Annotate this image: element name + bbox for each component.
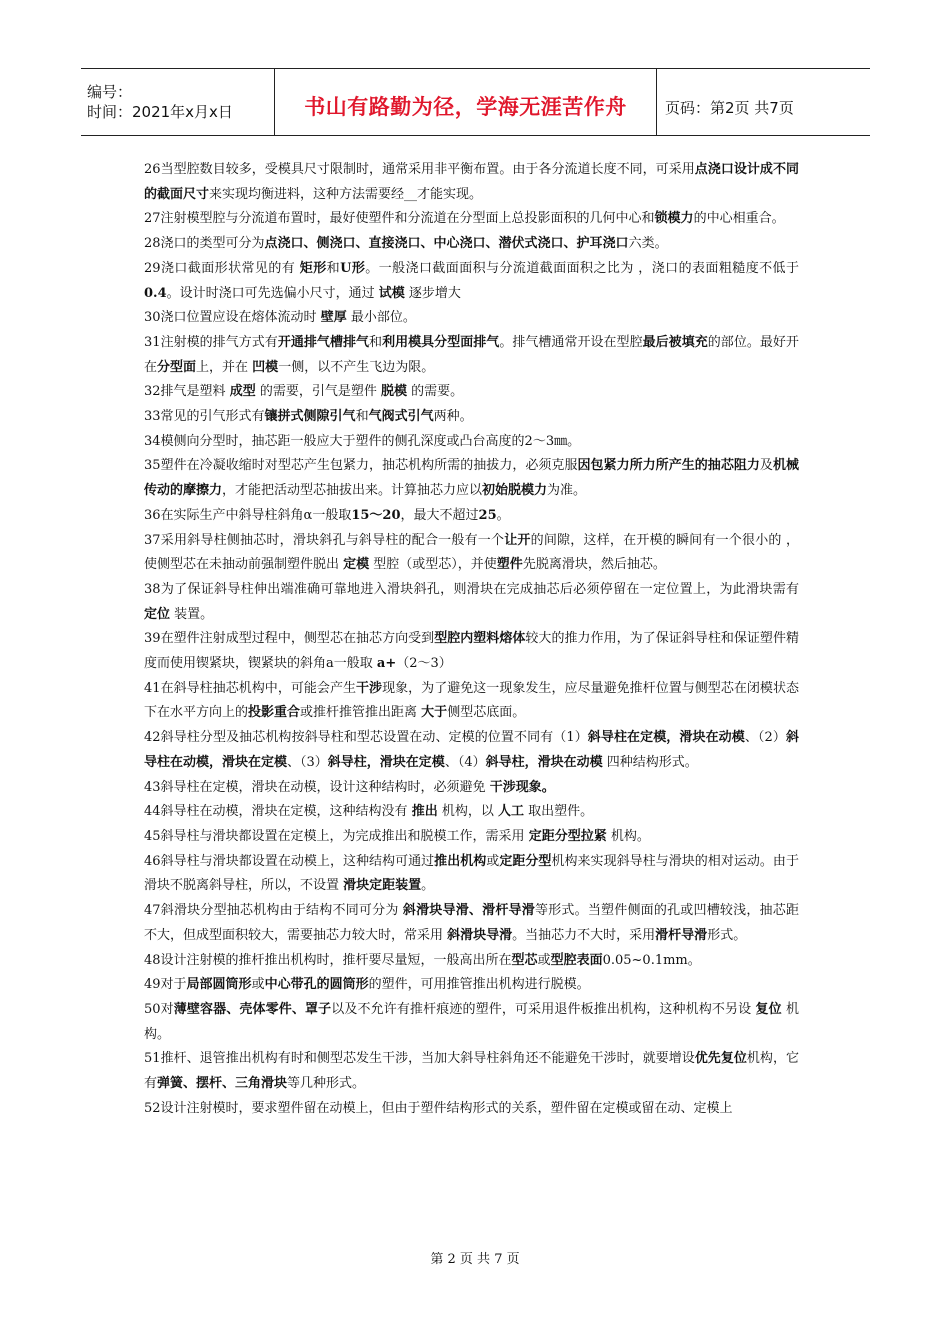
question-text: 34模侧向分型时，抽芯距一般应大于塑件的侧孔深度或凸台高度的2～3㎜。	[144, 433, 581, 449]
question-paragraph	[144, 998, 799, 1047]
question-text: 或	[537, 952, 551, 968]
answer-text: 点浇口、侧浇口、直接浇口、中心浇口、潜伏式浇口、护耳浇口	[264, 236, 629, 252]
question-paragraph	[144, 454, 799, 503]
question-text: 以及不允许有推杆痕迹的塑件，可采用退件板推出机构，这种机构不另设	[331, 1001, 756, 1017]
answer-text: 型腔表面	[550, 952, 603, 968]
answer-text: 初始脱模力	[482, 483, 548, 499]
question-text: 0.05~0.1mm。	[602, 952, 701, 968]
question-text: 上，并在	[196, 359, 253, 375]
question-text: 才能实现。	[417, 186, 483, 202]
question-text: 37采用斜导柱侧抽芯时，滑块斜孔与斜导柱的配合一般有一个	[144, 532, 505, 548]
question-text: 47斜滑块分型抽芯机构由于结构不同可分为	[144, 903, 403, 919]
answer-text: 投影重合	[248, 705, 301, 721]
answer-text: 让开	[504, 532, 531, 548]
question-paragraph	[144, 380, 799, 405]
answer-text: 薄壁容器、壳体零件、罩子	[173, 1001, 332, 1017]
answer-text: 型腔内塑料熔体	[434, 631, 526, 647]
answer-text: 复位	[755, 1001, 782, 1017]
question-text: 35塑件在冷凝收缩时对型芯产生包紧力，抽芯机构所需的抽拔力，必须克服	[144, 458, 578, 474]
question-text: 、（3）	[287, 754, 328, 770]
answer-text: 点浇口设计成不同的截面尺寸	[144, 162, 799, 202]
answer-text: 定位	[144, 606, 171, 622]
answer-text: 15～20	[351, 507, 401, 523]
question-paragraph	[144, 257, 799, 306]
answer-text: 局部圆筒形	[186, 977, 252, 993]
question-text: __	[404, 186, 418, 202]
question-text: 、（2）	[744, 730, 786, 746]
question-paragraph	[144, 1047, 799, 1096]
question-text: 机构，以	[437, 804, 498, 820]
question-paragraph	[144, 850, 799, 899]
question-paragraph	[144, 207, 799, 232]
question-paragraph	[144, 232, 799, 257]
question-text: 型腔（或型芯），并使	[369, 557, 497, 573]
answer-text: 滑块定距装置	[343, 878, 422, 894]
question-text: （2～3）	[396, 656, 452, 672]
header-page-cell	[657, 69, 870, 135]
answer-text: 定距分型拉紧	[528, 828, 607, 844]
answer-text: 镶拼式侧隙引气	[264, 409, 356, 425]
question-text: 的需要，引气是塑件	[255, 384, 381, 400]
question-text: 39在塑件注射成型过程中，侧型芯在抽芯方向受到	[144, 631, 435, 647]
answer-text: 推出机构	[434, 853, 487, 869]
question-text: 的需要。	[406, 384, 464, 400]
answer-text: 气阀式引气	[368, 409, 434, 425]
question-text: 26当型腔数目较多，受模具尺寸限制时，通常采用非平衡布置。由于各分流道长度不同，可采用	[144, 162, 695, 177]
question-paragraph	[144, 677, 799, 726]
answer-text: 锁模力	[654, 211, 694, 227]
answer-text: 成型	[229, 384, 256, 400]
answer-text: U形	[340, 260, 366, 276]
question-text: 41在斜导柱抽芯机构中，可能会产生	[144, 680, 357, 696]
question-paragraph	[144, 973, 799, 998]
question-text: 或	[251, 977, 265, 993]
answer-text: 定模	[343, 557, 370, 573]
question-text: 为准。	[547, 483, 587, 499]
answer-text: 分型面	[157, 359, 197, 375]
question-text: 27注射模型腔与分流道布置时，最好使塑件和分流道在分型面上总投影面积的几何中心和	[144, 211, 655, 227]
question-text: 。排气槽通常开设在型腔	[499, 334, 643, 350]
question-text: 38为了保证斜导柱伸出端准确可靠地进入滑块斜孔，则滑块在完成抽芯后必须停留在一定位置上，为此滑块需有	[144, 581, 799, 597]
question-text: 机构，它有	[144, 1051, 799, 1092]
question-text: 机构来实现斜导柱与滑块的相对运动。由于滑块不脱离斜导柱，所以，不设置	[144, 853, 799, 894]
question-text: 30浇口位置应设在熔体流动时	[144, 310, 321, 326]
question-text: 较大的推力作用，为了保证斜导柱和保证塑件精度而使用锲紧块，锲紧块的斜角a一般取	[144, 631, 799, 672]
answer-text: 人工	[497, 804, 524, 820]
question-text: 先脱离滑块，然后抽芯。	[522, 557, 666, 573]
question-text: 或	[486, 853, 500, 869]
answer-text: 推出	[411, 804, 438, 820]
answer-text: 0.4	[144, 285, 167, 301]
question-text: 逐步增大	[404, 285, 461, 301]
question-text: 44斜导柱在动模，滑块在定模，这种结构没有	[144, 804, 412, 820]
question-text: 31注射模的排气方式有	[144, 334, 278, 350]
question-text: 和	[369, 334, 383, 350]
answer-text: 机械传动的摩擦力	[144, 458, 799, 499]
answer-text: 斜导柱，滑块在动模	[485, 754, 603, 770]
question-text: ，最大不超过	[400, 507, 479, 523]
answer-text: 开通排气槽排气	[277, 334, 370, 350]
question-text: 的间隙，这样，在开模的瞬间有一个很小的 ，使侧型芯在未抽动前强制塑件脱出	[144, 532, 799, 573]
question-text: 形式。	[707, 927, 747, 943]
question-text: 六类。	[628, 236, 668, 252]
question-paragraph	[144, 504, 799, 529]
question-text: 机构。	[144, 1001, 799, 1042]
question-text: 50对	[144, 1001, 174, 1017]
question-text: 。当抽芯力不大时，采用	[512, 927, 656, 943]
question-text: 等几种形式。	[287, 1076, 366, 1092]
header-motto: 书山有路勤为径，学海无涯苦作舟	[304, 95, 627, 119]
answer-text: a+	[376, 656, 397, 672]
question-text: 侧型芯底面。	[447, 705, 526, 721]
question-text: 的塑件，可用推管推出机构进行脱模。	[368, 977, 590, 993]
question-paragraph	[144, 306, 799, 331]
question-text: 现象，为了避免这一现象发生，应尽量避免推杆位置与侧型芯在闭模状态下在水平方向上的	[144, 680, 799, 721]
question-text: 和	[355, 409, 369, 425]
question-paragraph	[144, 529, 799, 578]
answer-text: 中心带孔的圆筒形	[264, 977, 369, 993]
question-paragraph	[144, 1097, 799, 1122]
question-paragraph	[144, 726, 799, 775]
document-time-label: 时间：2021年x月x日	[87, 103, 233, 121]
question-paragraph	[144, 627, 799, 676]
question-text: 51推杆、退管推出机构有时和侧型芯发生干涉，当加大斜导柱斜角还不能避免干涉时，就要增设	[144, 1051, 695, 1067]
question-text: 的中心相重合。	[693, 211, 785, 227]
answer-text: 定距分型	[499, 853, 552, 869]
question-text: 两种。	[433, 409, 473, 425]
question-paragraph	[144, 578, 799, 627]
answer-text: 试模	[378, 285, 405, 301]
answer-text: 斜滑块导滑、滑杆导滑	[402, 903, 535, 919]
answer-text: 斜导柱在动模，滑块在定模	[144, 730, 799, 770]
question-text: 和	[326, 260, 341, 276]
question-text: 装置。	[170, 606, 214, 622]
answer-text: 最后被填充	[642, 334, 708, 350]
document-number-label: 编号：	[87, 83, 133, 101]
answer-text: 干涉现象。	[489, 779, 555, 795]
question-text: 及	[759, 458, 773, 474]
question-text: 45斜导柱与滑块都设置在定模上，为完成推出和脱模工作，需采用	[144, 828, 529, 844]
question-text: 52设计注射模时，要求塑件留在动模上，但由于塑件结构形式的关系，塑件留在定模或留在动、定模上	[144, 1100, 733, 1116]
question-text: 等形式。当塑件侧面的孔或凹槽较浅，抽芯距不大，但成型面积较大，需要抽芯力较大时，常采用	[144, 903, 799, 943]
question-paragraph	[144, 825, 799, 850]
question-text: 。一般浇口截面面积与分流道截面面积之比为 ，浇口的表面粗糙度不低于	[365, 260, 799, 276]
question-text: 一侧，以不产生飞边为限。	[278, 359, 435, 375]
answer-text: 斜导柱在定模，滑块在动模	[587, 730, 745, 746]
question-text: 42斜导柱分型及抽芯机构按斜导柱和型芯设置在动、定模的位置不同有（1）	[144, 730, 588, 746]
question-text: 36在实际生产中斜导柱斜角α一般取	[144, 507, 352, 523]
question-text: 29浇口截面形状常见的有	[144, 260, 300, 276]
question-paragraph	[144, 899, 799, 948]
answer-text: 斜滑块导滑	[447, 927, 513, 943]
answer-text: 利用模具分型面排气	[382, 334, 500, 350]
answer-text: 25	[478, 507, 497, 523]
question-text: 机构。	[606, 828, 650, 844]
answer-text: 弹簧、摆杆、三角滑块	[157, 1076, 288, 1092]
document-body	[144, 158, 799, 1121]
header-page-label: 页码：第2页 共7页	[665, 98, 794, 117]
question-text: 。	[496, 507, 510, 523]
page-header	[81, 68, 870, 136]
answer-text: 因包紧力所力所产生的抽芯阻力	[577, 458, 760, 474]
question-text: 49对于	[144, 977, 187, 993]
question-text: 。	[421, 878, 435, 894]
question-paragraph	[144, 331, 799, 380]
question-text: 、（4）	[444, 754, 486, 770]
question-text: 的部位。最好开在	[144, 334, 799, 375]
answer-text: 型芯	[511, 952, 538, 968]
question-paragraph	[144, 800, 799, 825]
question-text: 。设计时浇口可先选偏小尺寸，通过	[166, 285, 379, 301]
answer-text: 脱模	[380, 384, 407, 400]
question-text: 最小部位。	[346, 310, 416, 326]
answer-text: 矩形	[299, 260, 327, 276]
answer-text: 优先复位	[694, 1051, 747, 1067]
answer-text: 凹模	[252, 359, 279, 375]
question-text: 43斜导柱在定模，滑块在动模，设计这种结构时，必须避免	[144, 779, 490, 795]
question-paragraph	[144, 430, 799, 455]
page-footer: 第 2 页 共 7 页	[430, 1252, 520, 1267]
question-text: ，才能把活动型芯抽拔出来。计算抽芯力应以	[222, 483, 483, 499]
question-text: 46斜导柱与滑块都设置在动模上，这种结构可通过	[144, 853, 435, 869]
answer-text: 滑杆导滑	[655, 927, 708, 943]
question-paragraph	[144, 158, 799, 207]
answer-text: 壁厚	[320, 310, 347, 326]
question-text: 28浇口的类型可分为	[144, 236, 265, 252]
answer-text: 塑件	[496, 557, 523, 573]
question-paragraph	[144, 949, 799, 974]
answer-text: 大于	[421, 705, 448, 721]
answer-text: 斜导柱，滑块在定模	[327, 754, 445, 770]
question-paragraph	[144, 405, 799, 430]
question-text: 四种结构形式。	[602, 754, 698, 770]
question-text: 取出塑件。	[523, 804, 594, 820]
answer-text: 干涉	[356, 680, 383, 696]
question-text: 32排气是塑料	[144, 384, 230, 400]
question-text: 或推杆推管推出距离	[300, 705, 422, 721]
question-text: 来实现均衡进料，这种方法需要经	[209, 186, 405, 202]
header-motto-cell	[275, 69, 657, 135]
question-text: 48设计注射模的推杆推出机构时，推杆要尽量短，一般高出所在	[144, 952, 512, 968]
header-info	[81, 69, 275, 135]
question-text: 33常见的引气形式有	[144, 409, 265, 425]
question-paragraph	[144, 776, 799, 801]
